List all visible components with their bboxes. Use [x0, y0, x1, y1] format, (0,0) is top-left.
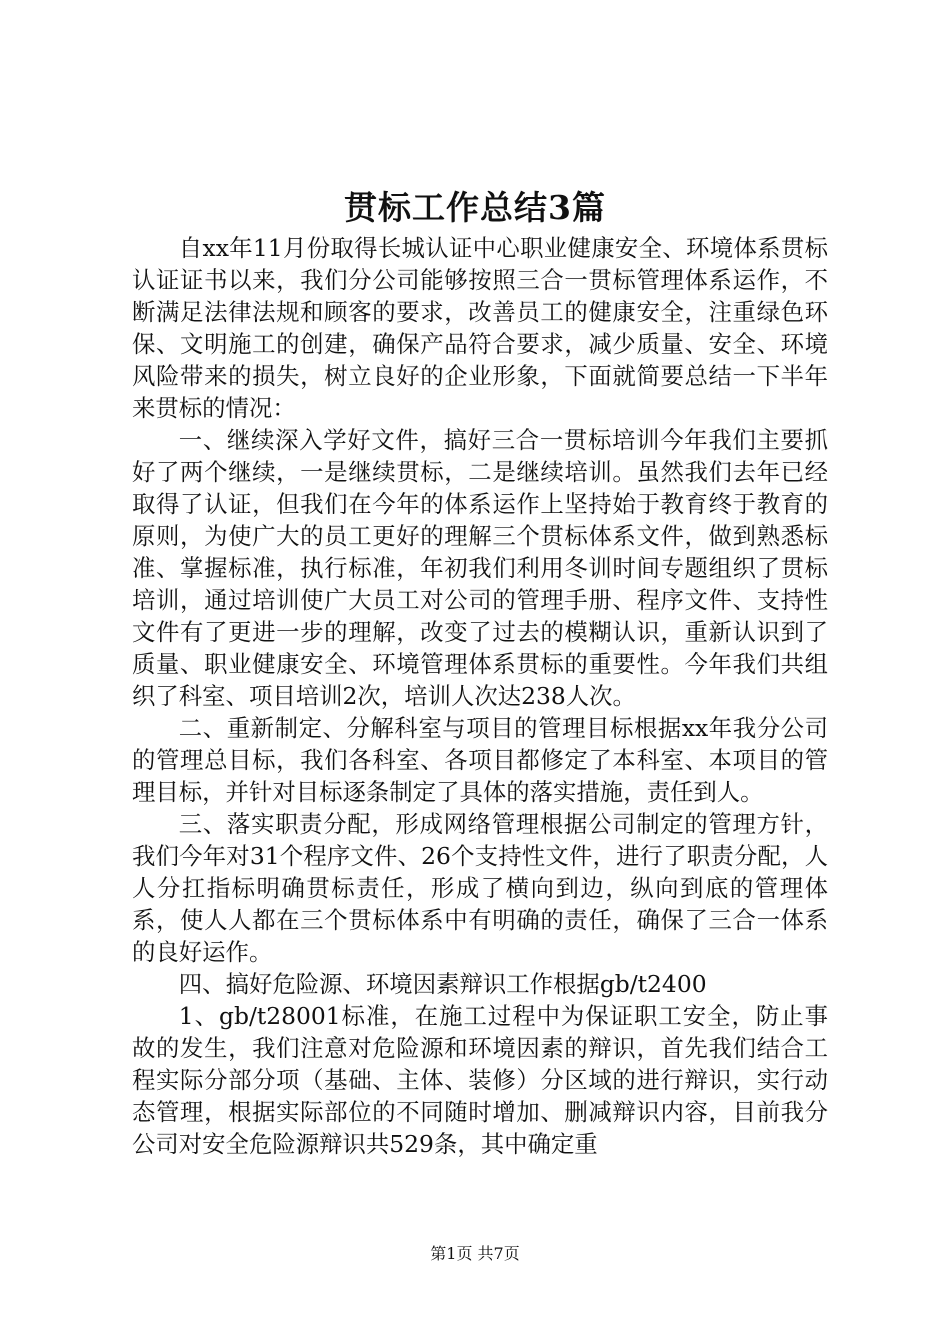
page-footer: 第1页 共7页: [430, 1244, 520, 1263]
document-title: 贯标工作总结3篇: [344, 188, 606, 227]
paragraph-section-2: 二、重新制定、分解科室与项目的管理目标根据xx年我分公司的管理总目标，我们各科室、各项目都修定了本科室、本项目的管理目标，并针对目标逐条制定了具体的落实措施，责任到人。: [132, 714, 828, 806]
paragraph-section-3: 三、落实职责分配，形成网络管理根据公司制定的管理方针，我们今年对31个程序文件、26个支持性文件，进行了职责分配，人人分扛指标明确贯标责任，形成了横向到边，纵向到底的管理体系，使人人都在三个贯标体系中有明确的责任，确保了三合一体系的良好运作。: [132, 810, 828, 966]
paragraph-section-4-item-1: 1、gb/t28001标准，在施工过程中为保证职工安全，防止事故的发生，我们注意对危险源和环境因素的辩识，首先我们结合工程实际分部分项（基础、主体、装修）分区域的进行辩识，实行动态管理，根据实际部位的不同随时增加、删减辩识内容，目前我分公司对安全危险源辩识共529条，其中确定重: [132, 1002, 828, 1158]
paragraph-intro: 自xx年11月份取得长城认证中心职业健康安全、环境体系贯标认证证书以来，我们分公司能够按照三合一贯标管理体系运作，不断满足法律法规和顾客的要求，改善员工的健康安全，注重绿色环保、文明施工的创建，确保产品符合要求，减少质量、安全、环境风险带来的损失，树立良好的企业形象，下面就简要总结一下半年来贯标的情况：: [132, 234, 828, 422]
document-body: [132, 232, 828, 1160]
paragraph-section-1: 一、继续深入学好文件，搞好三合一贯标培训今年我们主要抓好了两个继续，一是继续贯标，二是继续培训。虽然我们去年已经取得了认证，但我们在今年的体系运作上坚持始于教育终于教育的原则，为使广大的员工更好的理解三个贯标体系文件，做到熟悉标准、掌握标准，执行标准，年初我们利用冬训时间专题组织了贯标培训，通过培训使广大员工对公司的管理手册、程序文件、支持性文件有了更进一步的理解，改变了过去的模糊认识，重新认识到了质量、职业健康安全、环境管理体系贯标的重要性。今年我们共组织了科室、项目培训2次，培训人次达238人次。: [132, 426, 828, 710]
paragraph-section-4-heading: 四、搞好危险源、环境因素辩识工作根据gb/t2400: [178, 970, 707, 998]
